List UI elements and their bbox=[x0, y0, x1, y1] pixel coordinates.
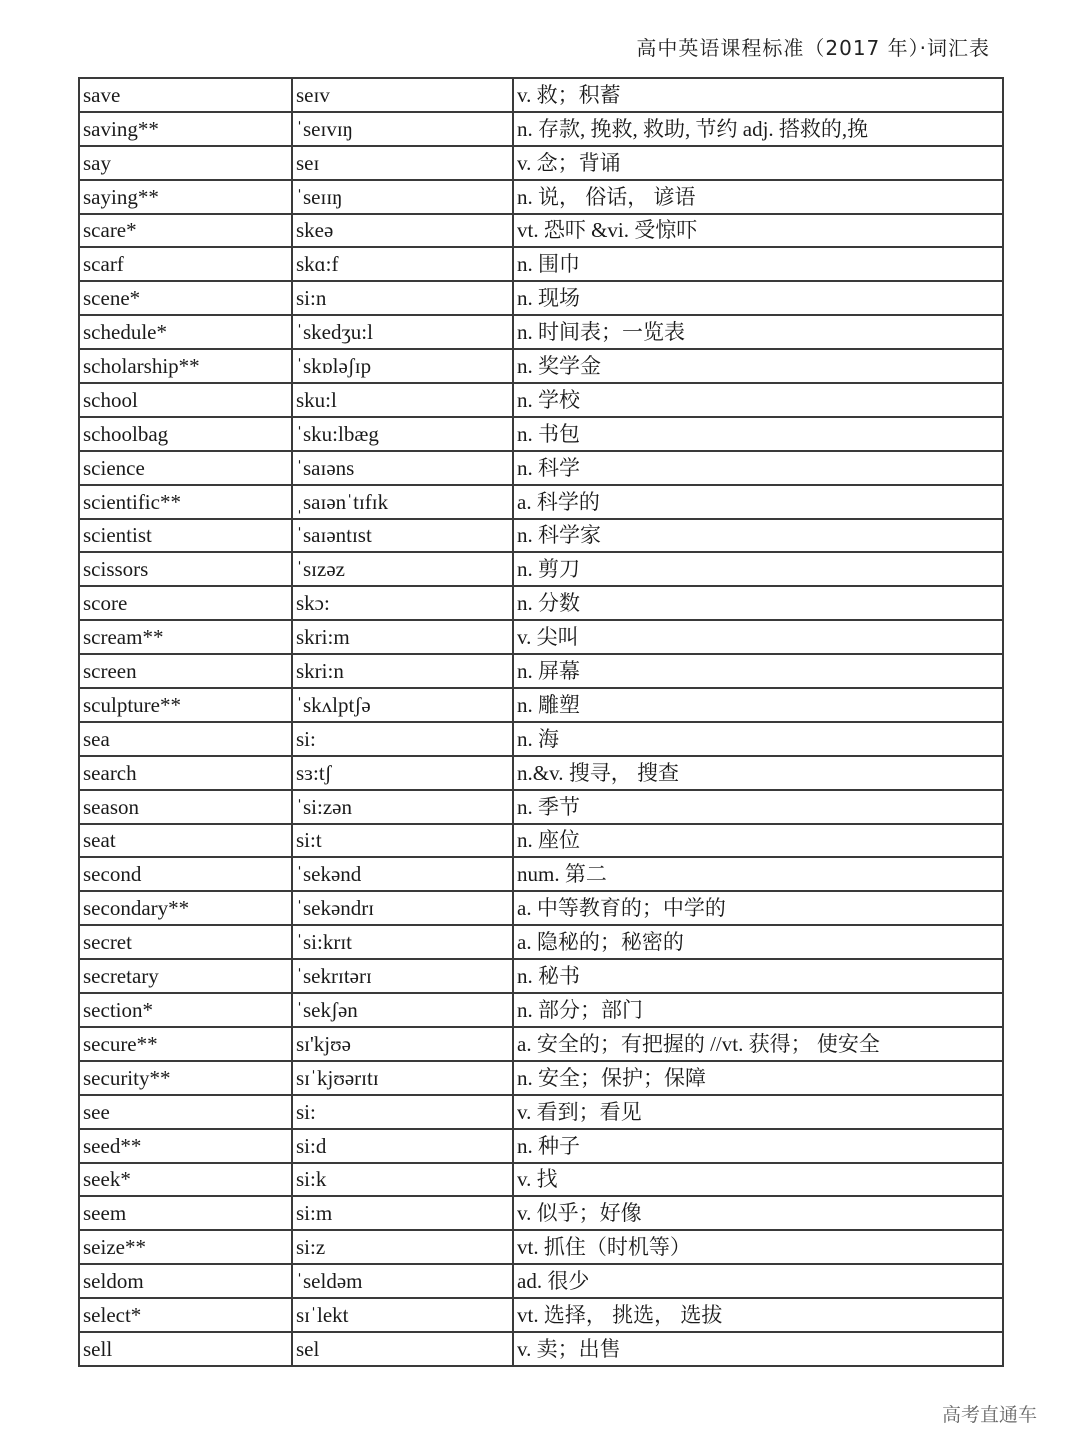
table-row bbox=[79, 925, 1003, 959]
word-cell: say bbox=[79, 146, 292, 180]
phonetic-cell: si:z bbox=[292, 1230, 513, 1264]
table-row bbox=[79, 824, 1003, 858]
phonetic-cell: ˈseldəm bbox=[292, 1264, 513, 1298]
meaning-cell: n. 书包 bbox=[513, 417, 1003, 451]
word-cell: scientific** bbox=[79, 485, 292, 519]
table-row bbox=[79, 1163, 1003, 1197]
word-cell: secret bbox=[79, 925, 292, 959]
phonetic-cell: sɪ'kjʊə bbox=[292, 1027, 513, 1061]
table-row bbox=[79, 451, 1003, 485]
phonetic-cell: ˈseɪɪŋ bbox=[292, 180, 513, 214]
meaning-cell: a. 中等教育的；中学的 bbox=[513, 891, 1003, 925]
table-row bbox=[79, 552, 1003, 586]
word-cell: seat bbox=[79, 824, 292, 858]
word-cell: screen bbox=[79, 654, 292, 688]
table-row bbox=[79, 790, 1003, 824]
phonetic-cell: ˈsekʃən bbox=[292, 993, 513, 1027]
table-row bbox=[79, 1298, 1003, 1332]
word-cell: secondary** bbox=[79, 891, 292, 925]
meaning-cell: n. 座位 bbox=[513, 824, 1003, 858]
word-cell: sell bbox=[79, 1332, 292, 1366]
meaning-cell: v. 似乎；好像 bbox=[513, 1196, 1003, 1230]
meaning-cell: n. 秘书 bbox=[513, 959, 1003, 993]
meaning-cell: v. 尖叫 bbox=[513, 620, 1003, 654]
meaning-cell: vt. 选择， 挑选， 选拔 bbox=[513, 1298, 1003, 1332]
meaning-cell: n. 奖学金 bbox=[513, 349, 1003, 383]
phonetic-cell: si:t bbox=[292, 824, 513, 858]
table-row bbox=[79, 180, 1003, 214]
meaning-cell: n. 分数 bbox=[513, 586, 1003, 620]
table-row bbox=[79, 78, 1003, 112]
word-cell: see bbox=[79, 1095, 292, 1129]
meaning-cell: n. 围巾 bbox=[513, 247, 1003, 281]
word-cell: saving** bbox=[79, 112, 292, 146]
vocabulary-table bbox=[78, 77, 1004, 1367]
word-cell: sea bbox=[79, 722, 292, 756]
meaning-cell: n.&v. 搜寻， 搜查 bbox=[513, 756, 1003, 790]
meaning-cell: n. 科学 bbox=[513, 451, 1003, 485]
meaning-cell: ad. 很少 bbox=[513, 1264, 1003, 1298]
phonetic-cell: sɪˈlekt bbox=[292, 1298, 513, 1332]
table-row bbox=[79, 315, 1003, 349]
table-row bbox=[79, 857, 1003, 891]
word-cell: secure** bbox=[79, 1027, 292, 1061]
word-cell: secretary bbox=[79, 959, 292, 993]
meaning-cell: n. 屏幕 bbox=[513, 654, 1003, 688]
word-cell: scholarship** bbox=[79, 349, 292, 383]
meaning-cell: n. 部分；部门 bbox=[513, 993, 1003, 1027]
meaning-cell: v. 救；积蓄 bbox=[513, 78, 1003, 112]
meaning-cell: v. 找 bbox=[513, 1163, 1003, 1197]
watermark: 高考直通车 bbox=[942, 1404, 1038, 1426]
table-row bbox=[79, 1027, 1003, 1061]
phonetic-cell: skɑ:f bbox=[292, 247, 513, 281]
phonetic-cell: si: bbox=[292, 722, 513, 756]
table-row bbox=[79, 891, 1003, 925]
table-row bbox=[79, 214, 1003, 248]
phonetic-cell: ˈskʌlptʃə bbox=[292, 688, 513, 722]
word-cell: season bbox=[79, 790, 292, 824]
phonetic-cell: ˈsi:krɪt bbox=[292, 925, 513, 959]
table-row bbox=[79, 383, 1003, 417]
phonetic-cell: ˈskɒləʃɪp bbox=[292, 349, 513, 383]
meaning-cell: n. 海 bbox=[513, 722, 1003, 756]
word-cell: schoolbag bbox=[79, 417, 292, 451]
table-row bbox=[79, 1264, 1003, 1298]
word-cell: scarf bbox=[79, 247, 292, 281]
table-row bbox=[79, 993, 1003, 1027]
phonetic-cell: sɜ:tʃ bbox=[292, 756, 513, 790]
phonetic-cell: ˈsi:zən bbox=[292, 790, 513, 824]
word-cell: score bbox=[79, 586, 292, 620]
table-row bbox=[79, 620, 1003, 654]
phonetic-cell: skɔ: bbox=[292, 586, 513, 620]
phonetic-cell: si:k bbox=[292, 1163, 513, 1197]
word-cell: select* bbox=[79, 1298, 292, 1332]
table-row bbox=[79, 1230, 1003, 1264]
meaning-cell: a. 安全的；有把握的 //vt. 获得； 使安全 bbox=[513, 1027, 1003, 1061]
word-cell: save bbox=[79, 78, 292, 112]
table-row bbox=[79, 1095, 1003, 1129]
phonetic-cell: seɪ bbox=[292, 146, 513, 180]
meaning-cell: n. 雕塑 bbox=[513, 688, 1003, 722]
word-cell: seldom bbox=[79, 1264, 292, 1298]
phonetic-cell: ˈsekənd bbox=[292, 857, 513, 891]
word-cell: scare* bbox=[79, 214, 292, 248]
table-row bbox=[79, 688, 1003, 722]
meaning-cell: v. 念；背诵 bbox=[513, 146, 1003, 180]
meaning-cell: a. 科学的 bbox=[513, 485, 1003, 519]
table-row bbox=[79, 485, 1003, 519]
meaning-cell: n. 种子 bbox=[513, 1129, 1003, 1163]
phonetic-cell: si:m bbox=[292, 1196, 513, 1230]
table-row bbox=[79, 1196, 1003, 1230]
table-row bbox=[79, 586, 1003, 620]
word-cell: security** bbox=[79, 1061, 292, 1095]
table-row bbox=[79, 1129, 1003, 1163]
word-cell: sculpture** bbox=[79, 688, 292, 722]
phonetic-cell: skri:m bbox=[292, 620, 513, 654]
word-cell: saying** bbox=[79, 180, 292, 214]
word-cell: scream** bbox=[79, 620, 292, 654]
table-row bbox=[79, 722, 1003, 756]
word-cell: search bbox=[79, 756, 292, 790]
phonetic-cell: skeə bbox=[292, 214, 513, 248]
table-row bbox=[79, 519, 1003, 553]
meaning-cell: n. 科学家 bbox=[513, 519, 1003, 553]
meaning-cell: n. 存款, 挽救, 救助, 节约 adj. 搭救的,挽 bbox=[513, 112, 1003, 146]
meaning-cell: n. 说， 俗话， 谚语 bbox=[513, 180, 1003, 214]
phonetic-cell: ˈsɪzəz bbox=[292, 552, 513, 586]
word-cell: schedule* bbox=[79, 315, 292, 349]
table-row bbox=[79, 417, 1003, 451]
word-cell: seize** bbox=[79, 1230, 292, 1264]
phonetic-cell: seɪv bbox=[292, 78, 513, 112]
phonetic-cell: ˌsaɪənˈtɪfɪk bbox=[292, 485, 513, 519]
page-header-title: 高中英语课程标准（2017 年）·词汇表 bbox=[636, 36, 990, 60]
phonetic-cell: ˈsekəndrɪ bbox=[292, 891, 513, 925]
phonetic-cell: ˈseɪvɪŋ bbox=[292, 112, 513, 146]
phonetic-cell: ˈskedʒu:l bbox=[292, 315, 513, 349]
table-row bbox=[79, 756, 1003, 790]
table-row bbox=[79, 112, 1003, 146]
phonetic-cell: si:n bbox=[292, 281, 513, 315]
meaning-cell: n. 学校 bbox=[513, 383, 1003, 417]
phonetic-cell: si:d bbox=[292, 1129, 513, 1163]
word-cell: scientist bbox=[79, 519, 292, 553]
table-row bbox=[79, 281, 1003, 315]
meaning-cell: n. 安全；保护；保障 bbox=[513, 1061, 1003, 1095]
meaning-cell: n. 时间表；一览表 bbox=[513, 315, 1003, 349]
table-row bbox=[79, 1061, 1003, 1095]
meaning-cell: n. 季节 bbox=[513, 790, 1003, 824]
meaning-cell: v. 看到；看见 bbox=[513, 1095, 1003, 1129]
meaning-cell: vt. 恐吓 &vi. 受惊吓 bbox=[513, 214, 1003, 248]
vocabulary-table-body bbox=[79, 78, 1003, 1366]
phonetic-cell: ˈsaɪəntɪst bbox=[292, 519, 513, 553]
table-row bbox=[79, 247, 1003, 281]
meaning-cell: n. 现场 bbox=[513, 281, 1003, 315]
table-row bbox=[79, 349, 1003, 383]
meaning-cell: a. 隐秘的；秘密的 bbox=[513, 925, 1003, 959]
phonetic-cell: sɪˈkjʊərɪtɪ bbox=[292, 1061, 513, 1095]
word-cell: section* bbox=[79, 993, 292, 1027]
word-cell: school bbox=[79, 383, 292, 417]
word-cell: seed** bbox=[79, 1129, 292, 1163]
table-row bbox=[79, 1332, 1003, 1366]
meaning-cell: n. 剪刀 bbox=[513, 552, 1003, 586]
phonetic-cell: sel bbox=[292, 1332, 513, 1366]
word-cell: scene* bbox=[79, 281, 292, 315]
phonetic-cell: ˈsaɪəns bbox=[292, 451, 513, 485]
word-cell: scissors bbox=[79, 552, 292, 586]
table-row bbox=[79, 146, 1003, 180]
word-cell: seek* bbox=[79, 1163, 292, 1197]
table-row bbox=[79, 654, 1003, 688]
phonetic-cell: si: bbox=[292, 1095, 513, 1129]
phonetic-cell: ˈsekrɪtərɪ bbox=[292, 959, 513, 993]
phonetic-cell: sku:l bbox=[292, 383, 513, 417]
word-cell: science bbox=[79, 451, 292, 485]
word-cell: seem bbox=[79, 1196, 292, 1230]
table-row bbox=[79, 959, 1003, 993]
meaning-cell: v. 卖；出售 bbox=[513, 1332, 1003, 1366]
phonetic-cell: ˈsku:lbæg bbox=[292, 417, 513, 451]
meaning-cell: num. 第二 bbox=[513, 857, 1003, 891]
phonetic-cell: skri:n bbox=[292, 654, 513, 688]
meaning-cell: vt. 抓住（时机等） bbox=[513, 1230, 1003, 1264]
word-cell: second bbox=[79, 857, 292, 891]
